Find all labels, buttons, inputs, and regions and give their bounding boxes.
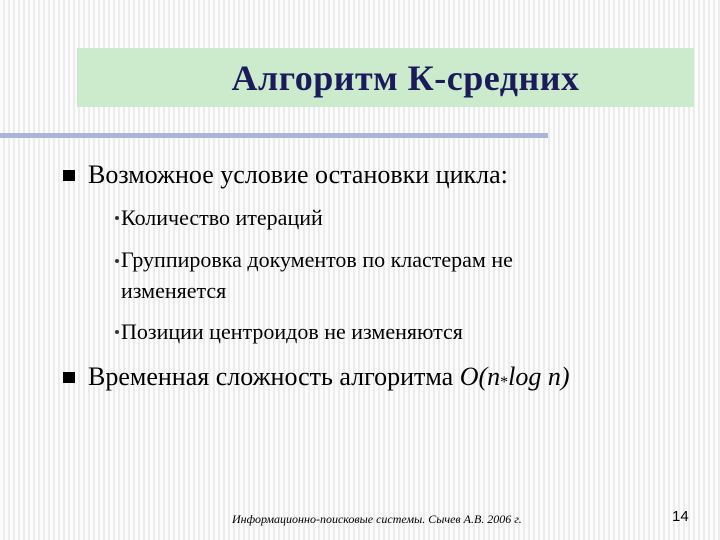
subitem-text: Позиции центроидов не изменяются <box>121 319 463 344</box>
formula-operator: * <box>500 374 509 391</box>
subitem-text: Количество итераций <box>121 205 323 230</box>
square-bullet-icon <box>63 372 75 383</box>
square-bullet-icon <box>63 170 75 181</box>
formula-part: O(n <box>459 362 501 391</box>
bullet-text: Возможное условие остановки цикла: <box>88 160 508 189</box>
title-bar <box>77 48 694 107</box>
slide-title: Алгоритм К-средних <box>231 57 580 98</box>
subitem-text-continued: изменяется <box>121 278 227 303</box>
dot-bullet-icon <box>115 330 119 334</box>
bullet-text-2 <box>88 362 570 398</box>
dot-bullet-icon <box>115 259 119 263</box>
footer-note: Информационно-поисковые системы. Сычев А.В. 2006 г. <box>232 512 522 526</box>
formula-part: log n) <box>508 362 570 391</box>
dot-bullet-icon <box>115 216 119 220</box>
title-underline <box>0 133 548 138</box>
page-number: 14 <box>672 508 689 525</box>
subitem-text: Группировка документов по кластерам не <box>121 247 513 272</box>
complexity-label: Временная сложность алгоритма <box>88 362 460 391</box>
